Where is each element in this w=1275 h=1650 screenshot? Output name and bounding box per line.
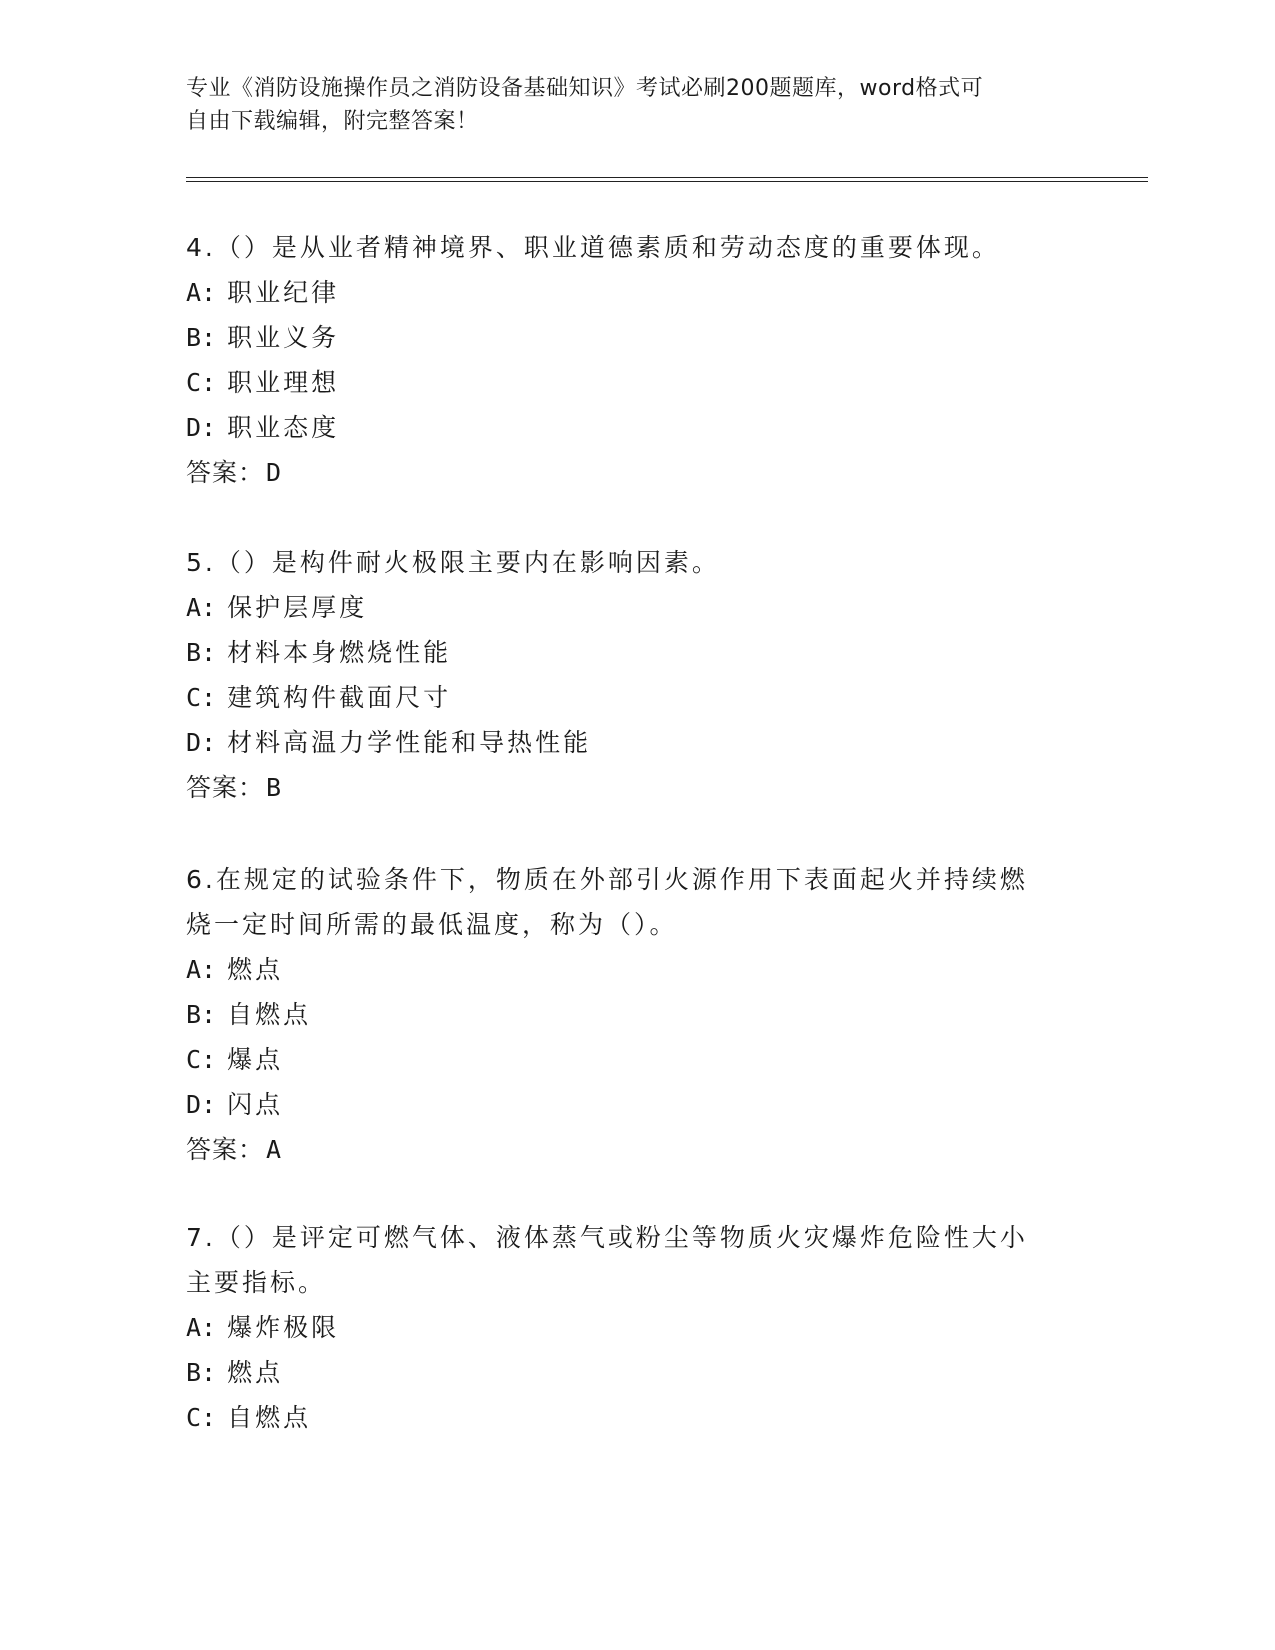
option-text: 爆点	[227, 1045, 284, 1074]
answer-value: D	[266, 458, 283, 487]
option-text: 职业理想	[227, 368, 340, 397]
option-letter: C:	[186, 1403, 217, 1432]
option-d	[186, 1082, 1066, 1127]
option-a	[186, 270, 1066, 315]
answer-label: 答案：	[186, 458, 265, 487]
option-letter: D:	[186, 1090, 217, 1119]
option-letter: C:	[186, 1045, 217, 1074]
answer	[186, 450, 1066, 495]
answer	[186, 765, 1066, 810]
header-line-1: 专业《消防设施操作员之消防设备基础知识》考试必刷200题题库，word格式可	[186, 76, 984, 101]
header-divider-top	[186, 177, 1148, 178]
option-text: 职业纪律	[227, 278, 340, 307]
question-stem: 5.（）是构件耐火极限主要内在影响因素。	[186, 548, 720, 577]
option-c	[186, 360, 1066, 405]
question-6	[186, 857, 1066, 1172]
question-stem-line-2: 烧一定时间所需的最低温度，称为（）。	[186, 910, 678, 939]
option-letter: B:	[186, 323, 217, 352]
option-d	[186, 405, 1066, 450]
question-stem-line-1: 6.在规定的试验条件下，物质在外部引火源作用下表面起火并持续燃	[186, 865, 1028, 894]
option-letter: D:	[186, 728, 217, 757]
option-c	[186, 1037, 1066, 1082]
option-letter: A:	[186, 593, 217, 622]
option-c	[186, 675, 1066, 720]
option-d	[186, 720, 1066, 765]
answer-value: B	[266, 773, 283, 802]
question-4	[186, 225, 1066, 495]
header-line-2: 自由下载编辑，附完整答案！	[186, 109, 479, 134]
option-b	[186, 1350, 1066, 1395]
answer	[186, 1127, 1066, 1172]
option-text: 自燃点	[227, 1403, 312, 1432]
option-text: 材料高温力学性能和导热性能	[227, 728, 592, 757]
option-text: 建筑构件截面尺寸	[227, 683, 452, 712]
option-a	[186, 947, 1066, 992]
answer-value: A	[266, 1135, 283, 1164]
option-a	[186, 1305, 1066, 1350]
option-letter: C:	[186, 683, 217, 712]
option-letter: C:	[186, 368, 217, 397]
option-text: 燃点	[227, 1358, 284, 1387]
option-b	[186, 992, 1066, 1037]
question-stem-line-1: 7.（）是评定可燃气体、液体蒸气或粉尘等物质火灾爆炸危险性大小	[186, 1223, 1028, 1252]
question-stem-line-2: 主要指标。	[186, 1268, 327, 1297]
question-stem: 4.（）是从业者精神境界、职业道德素质和劳动态度的重要体现。	[186, 233, 1000, 262]
option-a	[186, 585, 1066, 630]
option-letter: A:	[186, 1313, 217, 1342]
option-letter: B:	[186, 1358, 217, 1387]
header-divider-bottom	[186, 181, 1148, 182]
option-text: 保护层厚度	[227, 593, 368, 622]
document-header	[186, 72, 1066, 138]
question-7	[186, 1215, 1066, 1440]
option-letter: B:	[186, 1000, 217, 1029]
answer-label: 答案：	[186, 773, 265, 802]
option-b	[186, 630, 1066, 675]
option-letter: A:	[186, 278, 217, 307]
answer-label: 答案：	[186, 1135, 265, 1164]
option-letter: A:	[186, 955, 217, 984]
option-text: 燃点	[227, 955, 284, 984]
option-letter: B:	[186, 638, 217, 667]
option-b	[186, 315, 1066, 360]
option-text: 爆炸极限	[227, 1313, 340, 1342]
question-5	[186, 540, 1066, 810]
option-text: 材料本身燃烧性能	[227, 638, 452, 667]
option-c	[186, 1395, 1066, 1440]
option-text: 闪点	[227, 1090, 284, 1119]
option-text: 职业义务	[227, 323, 340, 352]
option-text: 自燃点	[227, 1000, 312, 1029]
option-text: 职业态度	[227, 413, 340, 442]
option-letter: D:	[186, 413, 217, 442]
